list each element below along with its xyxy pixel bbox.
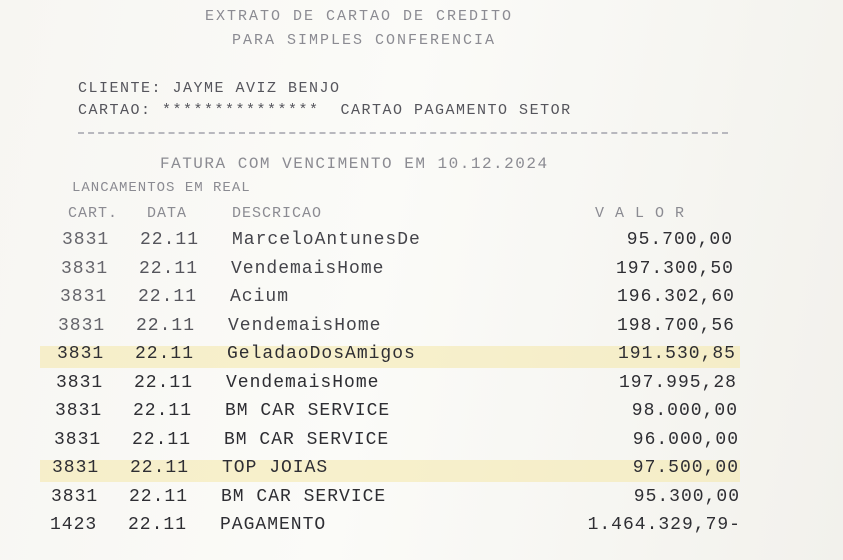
row-description: MarceloAntunesDe xyxy=(232,230,421,250)
row-date: 22.11 xyxy=(130,458,190,478)
row-card-number: 1423 xyxy=(50,515,98,535)
client-line: CLIENTE: JAYME AVIZ BENJO xyxy=(78,80,341,97)
column-header-description: DESCRICAO xyxy=(232,205,323,222)
statement-subtitle: PARA SIMPLES CONFERENCIA xyxy=(232,32,497,49)
row-description: VendemaisHome xyxy=(226,373,380,393)
separator-dashes xyxy=(78,132,728,134)
row-value: 95.300,00 xyxy=(633,487,740,507)
row-card-number: 3831 xyxy=(54,430,102,450)
row-description: TOP JOIAS xyxy=(222,458,329,478)
row-card-number: 3831 xyxy=(56,373,104,393)
row-description: GeladaoDosAmigos xyxy=(227,344,416,364)
row-value: 197.300,50 xyxy=(615,259,734,279)
column-header-card: CART. xyxy=(68,205,119,222)
invoice-due-line: FATURA COM VENCIMENTO EM 10.12.2024 xyxy=(160,155,549,173)
statement-title: EXTRATO DE CARTAO DE CREDITO xyxy=(205,8,514,25)
row-card-number: 3831 xyxy=(60,287,108,307)
row-description: PAGAMENTO xyxy=(220,515,327,535)
row-value: 98.000,00 xyxy=(631,401,738,421)
row-date: 22.11 xyxy=(132,430,192,450)
card-line: CARTAO: *************** CARTAO PAGAMENTO SETOR xyxy=(78,102,572,119)
row-card-number: 3831 xyxy=(57,344,105,364)
row-date: 22.11 xyxy=(140,230,200,250)
row-description: BM CAR SERVICE xyxy=(224,430,390,450)
row-date: 22.11 xyxy=(139,259,199,279)
row-value: 191.530,85 xyxy=(617,344,736,364)
row-date: 22.11 xyxy=(135,344,195,364)
row-date: 22.11 xyxy=(138,287,198,307)
column-header-date: DATA xyxy=(147,205,188,222)
row-description: BM CAR SERVICE xyxy=(225,401,391,421)
row-card-number: 3831 xyxy=(52,458,100,478)
currency-line: LANCAMENTOS EM REAL xyxy=(72,180,251,196)
row-description: VendemaisHome xyxy=(228,316,382,336)
row-card-number: 3831 xyxy=(51,487,99,507)
row-value: 96.000,00 xyxy=(632,430,739,450)
row-value: 198.700,56 xyxy=(616,316,735,336)
row-card-number: 3831 xyxy=(55,401,103,421)
row-value: 97.500,00 xyxy=(632,458,739,478)
column-header-value: V A L O R xyxy=(595,205,686,222)
row-card-number: 3831 xyxy=(61,259,109,279)
row-card-number: 3831 xyxy=(58,316,106,336)
row-date: 22.11 xyxy=(129,487,189,507)
row-date: 22.11 xyxy=(128,515,188,535)
row-date: 22.11 xyxy=(133,401,193,421)
row-value: 1.464.329,79- xyxy=(587,515,741,535)
row-description: Acium xyxy=(230,287,290,307)
row-date: 22.11 xyxy=(134,373,194,393)
row-card-number: 3831 xyxy=(62,230,110,250)
row-date: 22.11 xyxy=(136,316,196,336)
row-description: VendemaisHome xyxy=(231,259,385,279)
row-description: BM CAR SERVICE xyxy=(221,487,387,507)
row-value: 196.302,60 xyxy=(616,287,735,307)
row-value: 197.995,28 xyxy=(618,373,737,393)
row-value: 95.700,00 xyxy=(626,230,733,250)
